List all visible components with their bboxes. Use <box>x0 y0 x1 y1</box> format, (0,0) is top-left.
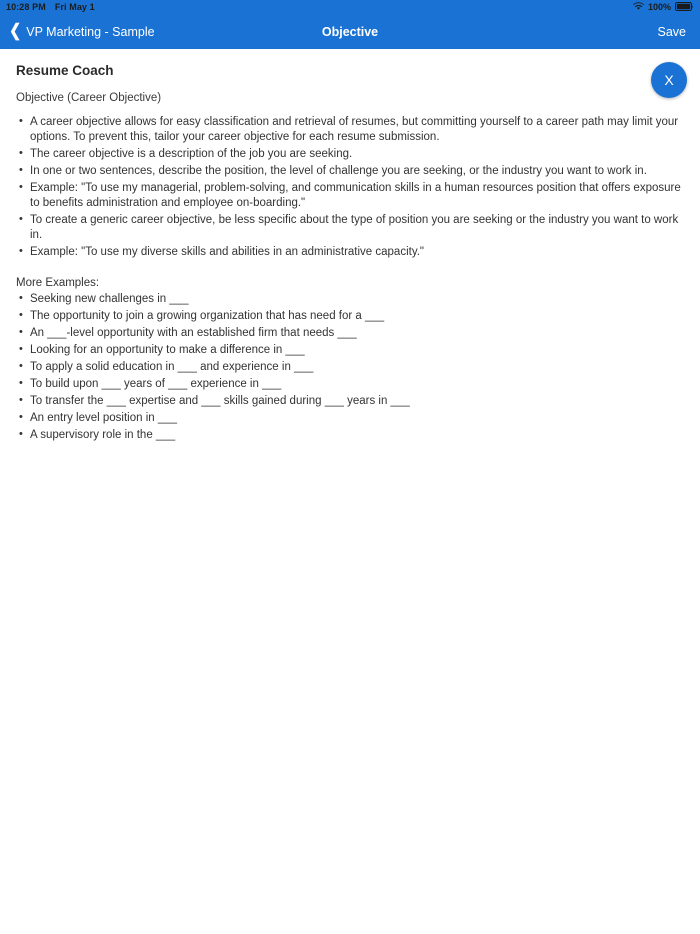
list-item: • The career objective is a description of the job you are seeking. <box>16 147 684 162</box>
status-bar-left <box>6 2 95 12</box>
list-item: • An ___-level opportunity with an established firm that needs ___ <box>16 326 684 341</box>
list-item: • Seeking new challenges in ___ <box>16 292 684 307</box>
battery-full-icon <box>675 2 694 13</box>
list-item: • A supervisory role in the ___ <box>16 428 684 443</box>
list-item: • To build upon ___ years of ___ experience in ___ <box>16 377 684 392</box>
status-bar <box>0 0 700 14</box>
more-examples-list <box>16 292 684 443</box>
wifi-icon <box>633 2 644 13</box>
save-button[interactable]: Save <box>657 24 686 39</box>
list-item: • An entry level position in ___ <box>16 411 684 426</box>
content-title: Resume Coach <box>16 63 114 78</box>
list-item: • To apply a solid education in ___ and experience in ___ <box>16 360 684 375</box>
primary-bullet-list <box>16 115 684 260</box>
section-spacer <box>16 262 684 276</box>
list-item: • The opportunity to join a growing organization that has need for a ___ <box>16 309 684 324</box>
battery-percent-label: 100% <box>647 2 671 12</box>
list-item: • To create a generic career objective, be less specific about the type of position you are seeking or the industry you want to work in. <box>16 213 684 243</box>
status-date: Fri May 1 <box>54 2 95 12</box>
page-title: Objective <box>321 24 379 39</box>
navigation-bar <box>0 14 700 49</box>
more-examples-heading: More Examples: <box>16 277 100 289</box>
content-subtitle: Objective (Career Objective) <box>16 92 162 104</box>
list-item: • A career objective allows for easy classification and retrieval of resumes, but committing yourself to a career path may limit your options. To prevent this, tailor your career objective for each resume submission. <box>16 115 684 145</box>
chevron-left-icon: ❮ <box>9 21 22 40</box>
status-bar-right <box>633 2 694 13</box>
list-item: • Example: "To use my diverse skills and abilities in an administrative capacity." <box>16 245 684 260</box>
list-item: • Example: "To use my managerial, problem-solving, and communication skills in a human resources position that offers exposure to benefits administration and employee on-boarding." <box>16 181 684 211</box>
list-item: • Looking for an opportunity to make a difference in ___ <box>16 343 684 358</box>
status-time: 10:28 PM <box>6 2 46 12</box>
back-button-label: VP Marketing - Sample <box>26 24 155 39</box>
content-panel <box>0 49 700 934</box>
list-item: • To transfer the ___ expertise and ___ skills gained during ___ years in ___ <box>16 394 684 409</box>
close-button[interactable]: X <box>651 62 687 98</box>
list-item: • In one or two sentences, describe the position, the level of challenge you are seeking, or the industry you want to work in. <box>16 164 684 179</box>
